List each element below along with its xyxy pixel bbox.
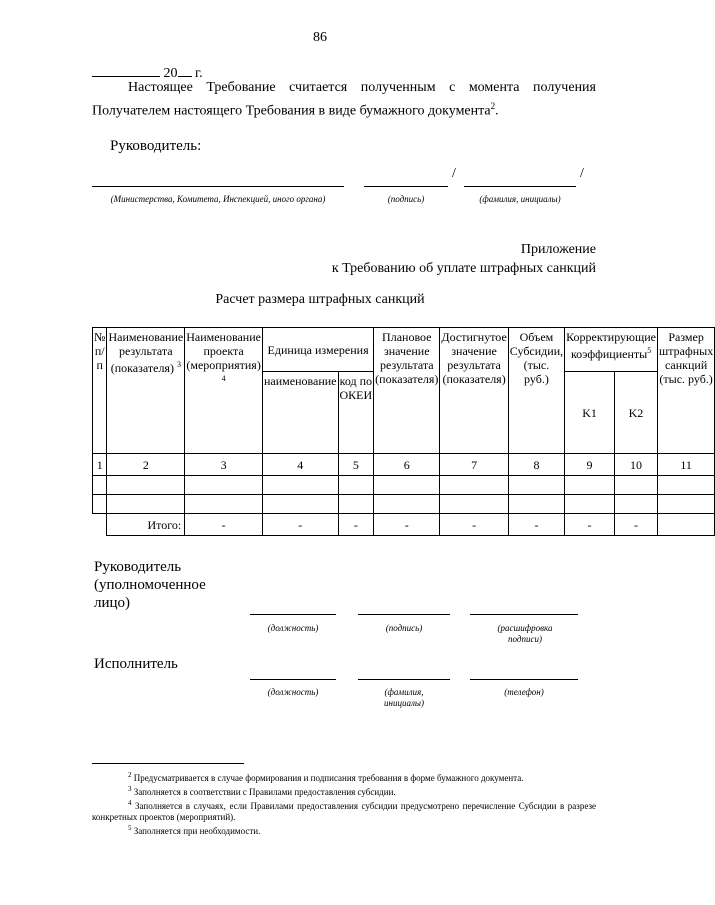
leader-position-caption: (должность) (267, 623, 319, 633)
empty-cell[interactable] (508, 495, 564, 514)
year-blank (178, 64, 192, 77)
empty-cell[interactable] (185, 476, 263, 495)
empty-cell[interactable] (93, 495, 107, 514)
empty-cell[interactable] (440, 495, 508, 514)
total-value: - (338, 514, 374, 536)
header-num: № п/п (93, 328, 107, 454)
total-empty-cell (93, 514, 107, 536)
empty-cell[interactable] (565, 476, 615, 495)
notice-footnote-ref: 2 (490, 101, 496, 111)
leader-decoding-line (470, 614, 578, 615)
column-number: 9 (565, 454, 615, 476)
empty-cell[interactable] (508, 476, 564, 495)
header-k1: K1 (565, 372, 615, 454)
header-coefficients: Корректирующие коэффициенты$^5$ (565, 328, 658, 372)
head-signature-line (364, 186, 448, 187)
empty-cell[interactable] (262, 476, 338, 495)
header-achieved: Достигнутое значение результата (показателя) (440, 328, 508, 454)
executor-phone-line (470, 679, 578, 680)
header-unit: Единица измерения (262, 328, 373, 372)
header-unit-name: наименование (262, 372, 338, 454)
appendix-line-1: Приложение (520, 242, 596, 257)
column-number: 1 (93, 454, 107, 476)
empty-cell[interactable] (565, 495, 615, 514)
total-row (93, 514, 715, 536)
column-number: 2 (107, 454, 185, 476)
org-signature-line (92, 186, 344, 187)
notice-end: . (495, 103, 499, 119)
leader-decoding-caption: (расшифровка подписи) (497, 623, 553, 644)
executor-name-line (358, 679, 450, 680)
empty-cell[interactable] (374, 476, 440, 495)
executor-label: Исполнитель (94, 656, 178, 672)
total-value: - (565, 514, 615, 536)
column-number: 6 (374, 454, 440, 476)
penalty-table (92, 327, 715, 536)
footnote: $^2$ Предусматривается в случае формирования и подписания требования в форме бумажного документа. (128, 771, 524, 783)
notice-text: Настоящее Требование считается полученным с момента получения Получателем настоящего Требования в виде бумажного документа (92, 80, 596, 119)
leader-signature-line (358, 614, 450, 615)
receipt-notice (92, 79, 596, 121)
year-suffix: г. (195, 66, 203, 81)
empty-cell[interactable] (338, 476, 374, 495)
empty-cell[interactable] (107, 476, 185, 495)
executor-phone-caption: (телефон) (504, 687, 544, 697)
footnote: $^4$ Заполняется в случаях, если Правилами предоставления субсидии предусмотрено перечисление Субсидии в разрезе конкретных проектов (мероприятий). (92, 799, 596, 822)
total-value-empty (658, 514, 715, 536)
header-subsidy: Объем Субсидии, (тыс. руб.) (508, 328, 564, 454)
total-label: Итого: (107, 514, 185, 536)
empty-cell[interactable] (374, 495, 440, 514)
header-planned: Плановое значение результата (показателя) (374, 328, 440, 454)
signature-caption: (подпись) (387, 194, 425, 204)
executor-position-line (250, 679, 336, 680)
leader-label: Руководитель (уполномоченное лицо) (94, 559, 206, 611)
header-result-name: Наименование результата (показателя) $^3$ (107, 328, 185, 454)
leader-signature-caption: (подпись) (385, 623, 423, 633)
leader-position-line (250, 614, 336, 615)
header-project-name: Наименование проекта (мероприятия) $^4$ (185, 328, 263, 454)
head-name-line (464, 186, 576, 187)
empty-cell[interactable] (107, 495, 185, 514)
appendix-line-2: к Требованию об уплате штрафных санкций (331, 261, 596, 276)
footnote: $^3$ Заполняется в соответствии с Правилами предоставления субсидии. (128, 785, 396, 797)
footnote: $^5$ Заполняется при необходимости. (128, 824, 261, 836)
header-k2: K2 (614, 372, 657, 454)
empty-cell[interactable] (614, 476, 657, 495)
header-penalty: Размер штрафных санкций (тыс. руб.) (658, 328, 715, 454)
column-number: 11 (658, 454, 715, 476)
column-number: 3 (185, 454, 263, 476)
executor-position-caption: (должность) (267, 687, 319, 697)
empty-cell[interactable] (440, 476, 508, 495)
column-number: 10 (614, 454, 657, 476)
total-value: - (374, 514, 440, 536)
head-signature-label: Руководитель: (110, 138, 202, 154)
slash-separator: / (452, 166, 456, 181)
appendix-heading (332, 240, 596, 278)
name-caption: (фамилия, инициалы) (479, 194, 561, 204)
header-unit-okei: код по ОКЕИ (338, 372, 374, 454)
org-caption: (Министерства, Комитета, Инспекцией, иного органа) (110, 194, 326, 204)
empty-cell[interactable] (614, 495, 657, 514)
empty-cell[interactable] (658, 476, 715, 495)
empty-cell[interactable] (262, 495, 338, 514)
total-value: - (440, 514, 508, 536)
total-value: - (614, 514, 657, 536)
column-number-row (93, 454, 715, 476)
empty-cell[interactable] (93, 476, 107, 495)
column-number: 5 (338, 454, 374, 476)
total-value: - (508, 514, 564, 536)
footnotes (92, 770, 596, 837)
table-title: Расчет размера штрафных санкций (215, 292, 425, 307)
table-row (93, 476, 715, 495)
slash-separator-end: / (580, 166, 584, 181)
table-row (93, 495, 715, 514)
column-number: 4 (262, 454, 338, 476)
total-value: - (185, 514, 263, 536)
day-month-blank (92, 64, 160, 77)
column-number: 7 (440, 454, 508, 476)
column-number: 8 (508, 454, 564, 476)
total-value: - (262, 514, 338, 536)
empty-cell[interactable] (338, 495, 374, 514)
empty-cell[interactable] (658, 495, 715, 514)
year-prefix: 20 (163, 66, 178, 81)
empty-cell[interactable] (185, 495, 263, 514)
footnote-separator (92, 763, 244, 764)
executor-name-caption: (фамилия, инициалы) (384, 687, 424, 708)
page-number: 86 (313, 30, 327, 45)
